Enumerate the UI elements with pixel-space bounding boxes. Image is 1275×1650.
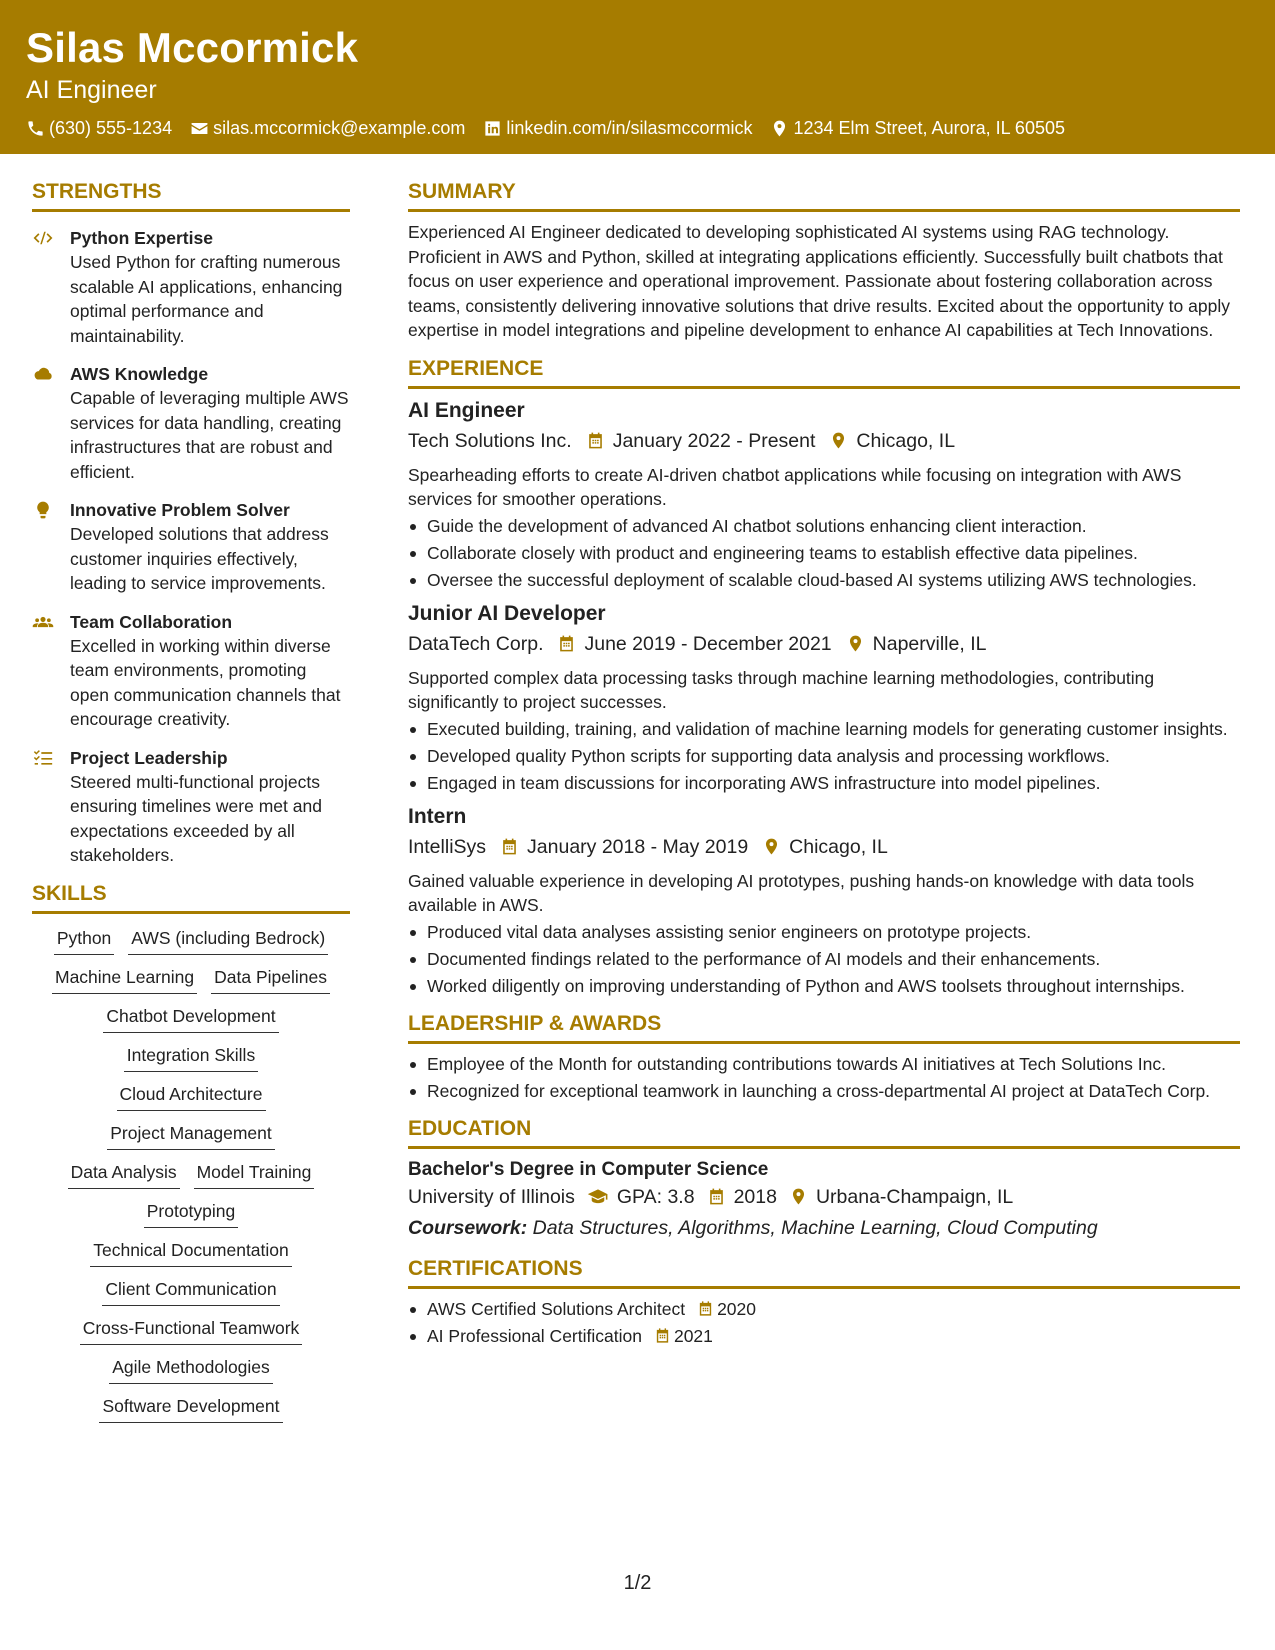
location-text: Naperville, IL [872,632,987,655]
email-text: silas.mccormick@example.com [213,118,466,138]
cert-name: AI Professional Certification [427,1325,642,1346]
strength-title: Innovative Problem Solver [70,500,290,520]
skill-tag: Integration Skills [124,1041,258,1072]
skill-row [32,1158,350,1189]
skill-row [32,1353,350,1384]
job-bullet: Produced vital data analyses assisting senior engineers on prototype projects. [408,920,1240,944]
strength-desc: Excelled in working within diverse team environments, promoting open communication channels that encourage creativity. [70,635,341,729]
skill-row [32,1119,350,1150]
cloud-icon [32,364,54,384]
job-location [846,630,987,658]
strength-item [32,362,350,484]
calendar-icon [500,837,519,856]
job-dates [586,427,816,455]
job-title: Junior AI Developer [408,601,606,625]
skill-row [32,1275,350,1306]
calendar-icon [697,1300,714,1317]
coursework [408,1213,1240,1243]
location-text: Chicago, IL [856,429,956,452]
location-pin-icon [829,431,848,450]
calendar-icon [557,634,576,653]
linkedin-text: linkedin.com/in/silasmccormick [506,118,753,138]
strength-item [32,226,350,348]
strength-item [32,498,350,596]
award-item: Recognized for exceptional teamwork in launching a cross-departmental AI project at DataTech Corp. [408,1079,1240,1103]
page-number: 1/2 [623,1572,652,1594]
contact-bar [26,116,1249,140]
gpa-text: GPA: 3.8 [616,1185,695,1208]
job-entry [408,397,1240,592]
skill-row [32,963,350,994]
left-column [32,180,350,1431]
contact-address [770,116,1065,140]
contact-email[interactable] [190,116,465,140]
linkedin-icon [483,119,502,138]
skills-list [32,924,350,1431]
awards-list [408,1052,1240,1103]
degree-title: Bachelor's Degree in Computer Science [408,1158,769,1180]
skill-row [32,1080,350,1111]
strength-title: AWS Knowledge [70,364,209,384]
strength-desc: Capable of leveraging multiple AWS services for data handling, creating infrastructures that are robust and efficient. [70,388,349,482]
strength-title: Python Expertise [70,228,213,248]
skill-tag: Cross-Functional Teamwork [80,1314,303,1345]
dates-text: January 2018 - May 2019 [527,835,749,858]
gpa [587,1183,695,1211]
strength-desc: Developed solutions that address customer inquiries effectively, leading to service improvements. [70,524,329,593]
job-bullet: Guide the development of advanced AI chatbot solutions enhancing client interaction. [408,514,1240,538]
strength-desc: Steered multi-functional projects ensuring timelines were met and expectations exceeded by all stakeholders. [70,771,322,865]
strength-title: Project Leadership [70,747,228,768]
job-description: Supported complex data processing tasks through machine learning methodologies, contributing significantly to project successes. [408,667,1155,712]
skill-row [32,924,350,955]
users-icon [32,612,54,632]
graduation-cap-icon [587,1187,609,1206]
job-bullets [408,920,1240,998]
envelope-icon [190,119,209,138]
candidate-name: Silas Mccormick [26,24,359,71]
year-text: 2018 [733,1185,777,1208]
job-title: AI Engineer [408,398,525,422]
cert-year: 2020 [717,1298,757,1319]
summary-text: Experienced AI Engineer dedicated to developing sophisticated AI systems using RAG technology. Proficient in AWS and Python, skilled at integrating applications efficiently. Successfully built chatbots that focus on user experience and operational improvement. Passionate about fostering collaboration across teams, consistently delivering innovative solutions that drive results. Excited about the opportunity to apply expertise in model integrations and pipeline development to enhance AI capabilities at Tech Innovations. [408,222,1230,340]
job-entry [408,803,1240,998]
calendar-icon [707,1187,726,1206]
location-pin-icon [762,837,781,856]
code-icon [32,228,54,248]
job-dates [500,833,748,861]
calendar-icon [654,1327,671,1344]
address-text: 1234 Elm Street, Aurora, IL 60505 [793,118,1065,138]
awards-heading: LEADERSHIP & AWARDS [408,1012,1240,1044]
experience-list [408,397,1240,998]
skill-row [32,1197,350,1228]
job-bullets [408,717,1240,795]
job-bullet: Collaborate closely with product and engineering teams to establish effective data pipelines. [408,541,1240,565]
list-check-icon [32,748,54,768]
job-bullet: Documented findings related to the performance of AI models and their enhancements. [408,947,1240,971]
certifications-list [408,1297,1240,1348]
strengths-heading: STRENGTHS [32,180,350,212]
skill-row [32,1041,350,1072]
job-dates [557,630,831,658]
job-bullets [408,514,1240,592]
location-pin-icon [789,1187,808,1206]
candidate-title: AI Engineer [26,76,157,104]
certification-item [408,1324,1240,1348]
job-entry [408,600,1240,795]
resume-header [0,0,1275,154]
strength-title: Team Collaboration [70,611,233,632]
skill-tag: Technical Documentation [90,1236,292,1267]
cert-year: 2021 [673,1325,713,1346]
skill-row [32,1236,350,1267]
contact-phone[interactable] [26,116,172,140]
job-bullet: Worked diligently on improving understanding of Python and AWS toolsets throughout internships. [408,974,1240,998]
education-heading: EDUCATION [408,1117,1240,1149]
phone-text: (630) 555-1234 [49,118,173,138]
skills-heading: SKILLS [32,882,350,914]
skill-tag: Prototyping [144,1197,239,1228]
skill-tag: Machine Learning [52,963,197,994]
education-meta [408,1183,1240,1211]
experience-heading: EXPERIENCE [408,357,1240,389]
strength-item [32,610,350,732]
skill-row [32,1314,350,1345]
skill-tag: Cloud Architecture [117,1080,266,1111]
skill-tag: Agile Methodologies [109,1353,273,1384]
lightbulb-icon [32,500,54,520]
skill-tag: Client Communication [102,1275,279,1306]
location-pin-icon [846,634,865,653]
job-meta [408,630,1240,658]
company-name: IntelliSys [408,835,487,858]
coursework-label: Coursework: [408,1216,528,1239]
job-location [762,833,888,861]
strength-item [32,746,350,868]
contact-linkedin[interactable] [483,116,752,140]
job-bullet: Oversee the successful deployment of scalable cloud-based AI systems utilizing AWS technologies. [408,568,1240,592]
job-meta [408,427,1240,455]
skill-tag: AWS (including Bedrock) [128,924,328,955]
award-item: Employee of the Month for outstanding contributions towards AI initiatives at Tech Solutions Inc. [408,1052,1240,1076]
education-location [789,1183,1013,1211]
skill-tag: Python [54,924,114,955]
graduation-year [707,1183,777,1211]
job-bullet: Executed building, training, and validation of machine learning models for generating customer insights. [408,717,1240,741]
job-meta [408,833,1240,861]
skill-tag: Software Development [99,1392,282,1423]
coursework-text: Data Structures, Algorithms, Machine Learning, Cloud Computing [532,1216,1098,1239]
certification-item [408,1297,1240,1321]
skill-tag: Data Pipelines [211,963,330,994]
skill-tag: Model Training [194,1158,315,1189]
skill-row [32,1392,350,1423]
skill-tag: Project Management [107,1119,274,1150]
company-name: Tech Solutions Inc. [408,429,572,452]
phone-icon [26,119,45,138]
company-name: DataTech Corp. [408,632,544,655]
location-text: Chicago, IL [789,835,888,858]
certifications-heading: CERTIFICATIONS [408,1257,1240,1289]
strength-desc: Used Python for crafting numerous scalable AI applications, enhancing optimal performance and maintainability. [70,252,343,346]
school-name: University of Illinois [408,1185,575,1208]
job-bullet: Engaged in team discussions for incorporating AWS infrastructure into model pipelines. [408,771,1240,795]
job-description: Spearheading efforts to create AI-driven chatbot applications while focusing on integration with AWS services for smoother operations. [408,464,1182,509]
dates-text: January 2022 - Present [612,429,816,452]
summary-heading: SUMMARY [408,180,1240,212]
right-column [408,180,1240,1351]
job-location [829,427,955,455]
skill-tag: Chatbot Development [103,1002,278,1033]
calendar-icon [586,431,605,450]
job-title: Intern [408,804,467,828]
skill-row [32,1002,350,1033]
skill-tag: Data Analysis [68,1158,180,1189]
strengths-list [32,226,350,868]
location-pin-icon [770,119,789,138]
location-text: Urbana-Champaign, IL [815,1185,1014,1208]
job-description: Gained valuable experience in developing AI prototypes, pushing hands-on knowledge with data tools available in AWS. [408,870,1195,915]
dates-text: June 2019 - December 2021 [584,632,832,655]
cert-name: AWS Certified Solutions Architect [427,1298,686,1319]
job-bullet: Developed quality Python scripts for supporting data analysis and processing workflows. [408,744,1240,768]
